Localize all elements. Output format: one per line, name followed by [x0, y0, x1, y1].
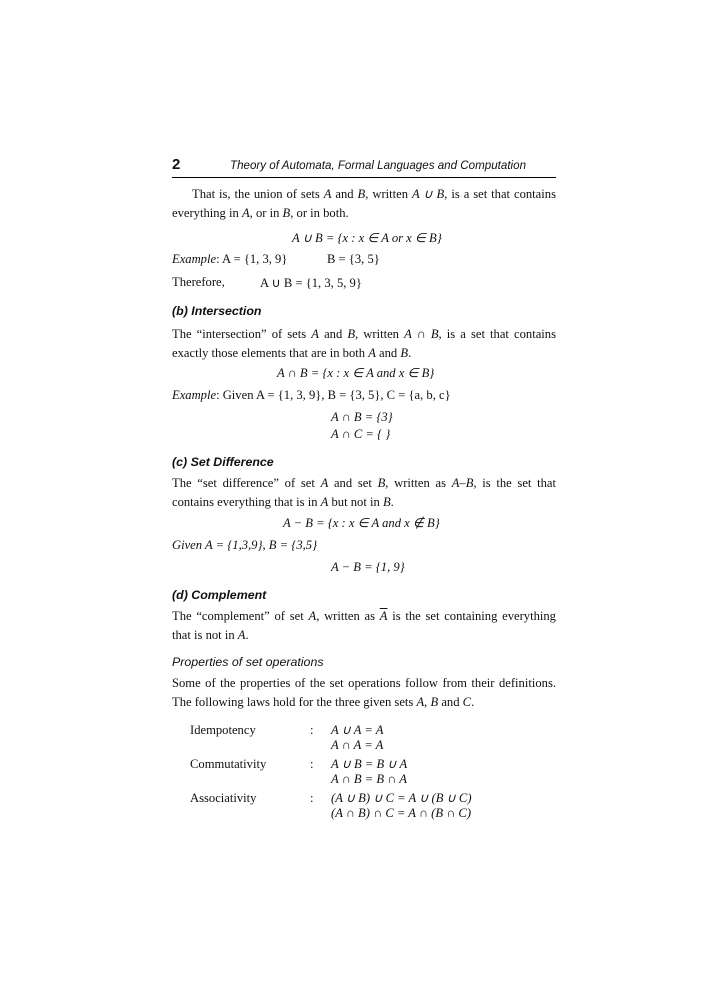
law-name: Associativity: [190, 791, 257, 805]
law-equation-union: A ∪ A = A: [331, 723, 384, 737]
law-colon: :: [310, 791, 314, 805]
law-equation-intersection: (A ∩ B) ∩ C = A ∩ (B ∩ C): [331, 806, 472, 820]
intersection-heading: (b) Intersection: [172, 304, 262, 318]
properties-heading: Properties of set operations: [172, 655, 324, 669]
intersection-result-ab: A ∩ B = {3}: [331, 410, 393, 424]
intersection-definition: A ∩ B = {x : x ∈ A and x ∈ B}: [277, 366, 435, 380]
law-equation-intersection: A ∩ A = A: [331, 738, 384, 752]
intersection-result-ac: A ∩ C = { }: [331, 427, 391, 441]
union-definition: A ∪ B = {x : x ∈ A or x ∈ B}: [292, 231, 442, 245]
union-example: Example: A = {1, 3, 9}: [172, 252, 288, 266]
law-equation-union: (A ∪ B) ∪ C = A ∪ (B ∪ C): [331, 791, 472, 805]
page-number: 2: [172, 156, 181, 173]
difference-result: A − B = {1, 9}: [331, 560, 405, 574]
law-equation-intersection: A ∩ B = B ∩ A: [331, 772, 407, 786]
law-colon: :: [310, 723, 314, 737]
union-paragraph: That is, the union of sets A and B, written A ∪ B, is a set that contains everything in A, or in B, or in both.: [172, 187, 556, 220]
law-name: Commutativity: [190, 757, 267, 771]
intersection-example: Example: Given A = {1, 3, 9}, B = {3, 5}, C = {a, b, c}: [172, 388, 451, 402]
complement-heading: (d) Complement: [172, 588, 267, 602]
complement-paragraph: The “complement” of set A, written as $\overline{A}$ is the set containing everything that is not in A.: [172, 609, 556, 642]
difference-paragraph: The “set difference” of set A and set B, written as A–B, is the set that contains everything that is in A but not in B.: [172, 476, 557, 509]
law-name: Idempotency: [190, 723, 256, 737]
difference-definition: A − B = {x : x ∈ A and x ∉ B}: [283, 516, 440, 530]
running-title: Theory of Automata, Formal Languages and Computation: [230, 159, 527, 172]
union-example-b: B = {3, 5}: [327, 252, 380, 266]
difference-heading: (c) Set Difference: [172, 455, 274, 469]
complement-symbol: $\overline{A}$: [379, 609, 388, 623]
therefore-label: Therefore,: [172, 275, 225, 289]
law-equation-union: A ∪ B = B ∪ A: [331, 757, 408, 771]
union-result: A ∪ B = {1, 3, 5, 9}: [260, 276, 362, 290]
properties-paragraph: Some of the properties of the set operations follow from their definitions. The following laws hold for the three given sets A, B and C.: [172, 676, 556, 709]
difference-given: Given A = {1,3,9}, B = {3,5}: [172, 538, 318, 552]
header-rule: [172, 177, 556, 178]
intersection-paragraph: The “intersection” of sets A and B, written A ∩ B, is a set that contains exactly those elements that are in both A and B.: [172, 327, 556, 360]
law-colon: :: [310, 757, 314, 771]
